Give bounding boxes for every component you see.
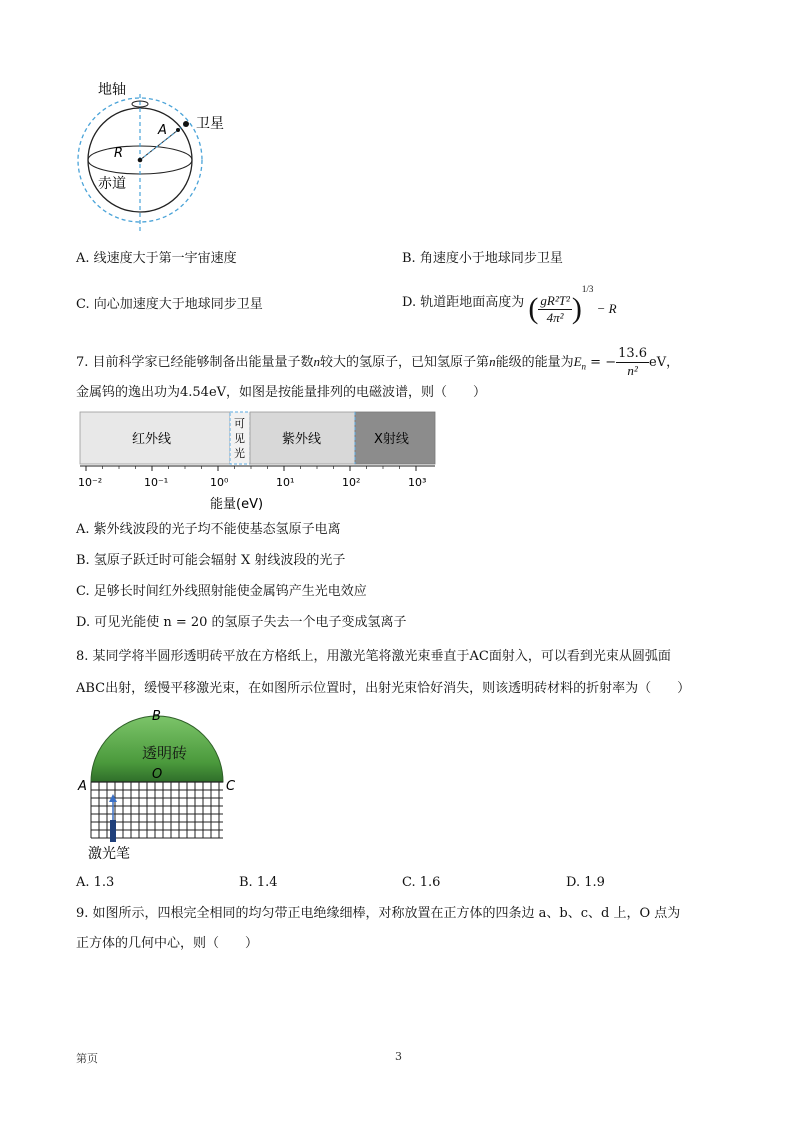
q6-d-exponent: 1/3 — [581, 284, 594, 294]
axis-tick-label: 10¹ — [276, 476, 295, 489]
label-o: O — [152, 767, 163, 782]
axis-tick-label: 10⁻² — [78, 476, 103, 489]
axis-tick-label: 10⁰ — [210, 476, 229, 489]
q6-option-d-formula: ( $\frac{\text{gR²T²}}{\text{4π²}}$ )$^{1/3}$ − R — [528, 284, 617, 326]
q7-frac-den: n² — [627, 363, 638, 378]
q7-option-b[interactable]: B. 氢原子跃迁时可能会辐射 X 射线波段的光子 — [76, 553, 346, 568]
axis-tick-label: 10⁻¹ — [144, 476, 169, 489]
q7-frac-num: 13.6 — [618, 346, 648, 361]
axis-tick-label: 10² — [342, 476, 361, 489]
q6-d-denominator: 4π² — [546, 309, 564, 325]
q6-option-c[interactable]: C. 向心加速度大于地球同步卫星 — [76, 297, 263, 312]
label-a: A — [78, 779, 87, 794]
q7-l1-c: n — [489, 354, 496, 369]
center-dot — [138, 158, 143, 163]
point-a-label: A — [158, 123, 167, 138]
q7-stem-line1 — [76, 346, 679, 379]
q7-eq: = − — [586, 355, 617, 370]
footer-label: 第页 — [76, 1052, 98, 1065]
axis-tick-label: 10³ — [408, 476, 427, 489]
label-visible-1: 可 — [234, 417, 245, 430]
q7-l1-d: 能级的能量为 — [495, 355, 574, 370]
label-visible-2: 见 — [234, 432, 245, 445]
q6-option-b[interactable]: B. 角速度小于地球同步卫星 — [402, 251, 563, 266]
radius-label: R — [114, 146, 124, 161]
label-laser: 激光笔 — [88, 846, 130, 862]
energy-axis-ticks — [78, 466, 426, 489]
q7-stem-line2: 金属钨的逸出功为4.54eV，如图是按能量排列的电磁波谱，则（ ） — [76, 385, 487, 400]
q6-option-a[interactable]: A. 线速度大于第一宇宙速度 — [76, 251, 237, 266]
q6-option-d[interactable] — [402, 280, 617, 328]
glass-brick-figure — [76, 706, 246, 866]
q7-l1-a: 7. 目前科学家已经能够制备出能量量子数 — [76, 355, 314, 370]
q7-unit: eV， — [649, 355, 680, 370]
q7-option-d[interactable]: D. 可见光能使 n = 20 的氢原子失去一个电子变成氢离子 — [76, 615, 407, 630]
q8-option-a[interactable]: A. 1.3 — [76, 875, 115, 890]
satellite-dot — [183, 121, 189, 127]
q7-energy-fraction — [616, 346, 649, 379]
equator-label: 赤道 — [98, 176, 126, 192]
label-c: C — [226, 779, 236, 794]
q9-stem-line1: 9. 如图所示，四根完全相同的均匀带正电绝缘细棒，对称放置在正方体的四条边 a、b、c、d 上，O 点为 — [76, 906, 681, 921]
q6-option-d-prefix: D. 轨道距地面高度为 — [402, 294, 525, 310]
footer-page-number: 3 — [395, 1050, 402, 1063]
q6-d-numerator: gR²T² — [540, 292, 570, 308]
q7-en-sub: n — [581, 361, 587, 372]
label-ultraviolet: 紫外线 — [282, 432, 322, 447]
q7-option-c[interactable]: C. 足够长时间红外线照射能使金属钨产生光电效应 — [76, 584, 367, 599]
q9-stem-line2: 正方体的几何中心，则（ ） — [76, 936, 259, 951]
q8-option-b[interactable]: B. 1.4 — [239, 875, 278, 890]
satellite-label: 卫星 — [196, 116, 224, 132]
q7-l1-n: n — [313, 354, 321, 369]
earth-satellite-figure — [76, 72, 256, 242]
laser-pen — [110, 820, 116, 842]
q7-en: E — [573, 354, 582, 369]
label-brick: 透明砖 — [142, 744, 188, 762]
q7-option-a[interactable]: A. 紫外线波段的光子均不能使基态氢原子电离 — [76, 522, 341, 537]
q8-stem-line1: 8. 某同学将半圆形透明砖平放在方格纸上，用激光笔将激光束垂直于AC面射入，可以看到光束从圆弧面 — [76, 649, 671, 664]
q8-option-d[interactable]: D. 1.9 — [566, 875, 605, 890]
label-infrared: 红外线 — [132, 432, 172, 447]
label-xray: X射线 — [374, 432, 409, 447]
point-a-dot — [176, 128, 180, 132]
label-b: B — [152, 709, 161, 724]
q7-l1-b: 较大的氢原子，已知氢原子第 — [320, 355, 490, 370]
em-spectrum-figure — [76, 408, 446, 516]
axis-label: 地轴 — [98, 82, 126, 98]
q8-option-c[interactable]: C. 1.6 — [402, 875, 441, 890]
q6-d-tail: − R — [596, 301, 617, 317]
label-visible-3: 光 — [234, 447, 245, 460]
energy-axis-label: 能量(eV) — [210, 497, 264, 512]
q8-stem-line2: ABC出射，缓慢平移激光束，在如图所示位置时，出射光束恰好消失，则该透明砖材料的折射率为（ ） — [76, 681, 691, 696]
